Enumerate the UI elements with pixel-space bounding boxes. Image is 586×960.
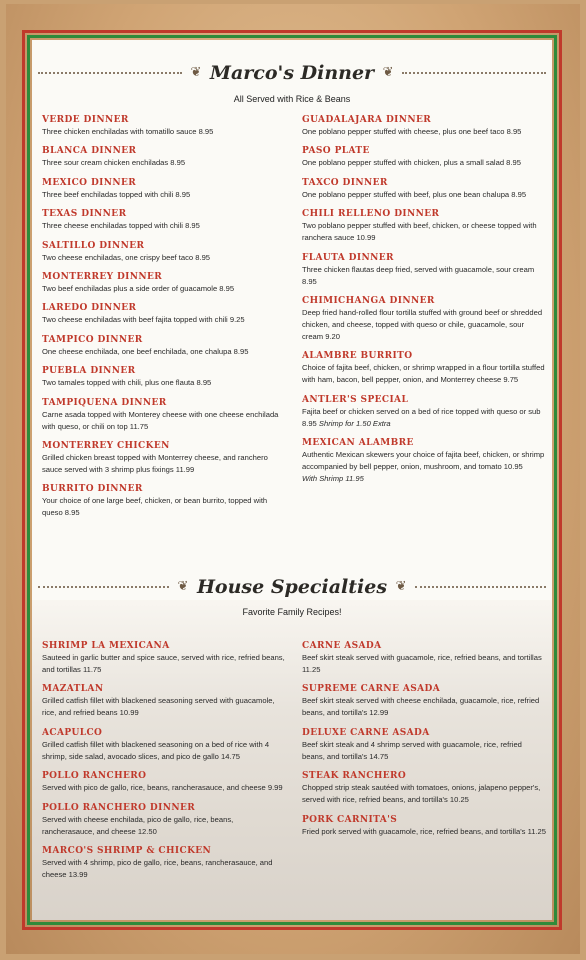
dinner-right-column — [302, 114, 546, 493]
menu-item-name: SUPREME CARNE ASADA — [302, 684, 441, 695]
menu-item-description — [42, 495, 286, 519]
menu-item — [42, 640, 286, 676]
menu-item-description — [42, 409, 286, 433]
menu-panel — [32, 40, 552, 920]
menu-item-description-text: Chopped strip steak sautéed with tomatoes, onions, jalapeno pepper's, served with rice, refried beans, and tortilla's 10.25 — [302, 783, 541, 805]
menu-item-description — [302, 157, 546, 169]
menu-item-name: ANTLER'S SPECIAL — [302, 394, 409, 405]
menu-item-description-text: Two cheese enchiladas, one crispy beef taco 8.95 — [42, 252, 211, 262]
menu-item — [42, 440, 286, 476]
fleur-flourish-icon: ❦ — [395, 579, 407, 594]
menu-item — [302, 814, 546, 838]
menu-item — [42, 271, 286, 295]
menu-item-description — [302, 449, 546, 473]
menu-item-description — [302, 739, 546, 763]
menu-item-description — [42, 652, 286, 676]
menu-item — [42, 240, 286, 264]
menu-item-description-text: One poblano pepper stuffed with chicken, plus a small salad 8.95 — [302, 158, 521, 168]
menu-item-description — [302, 826, 546, 838]
menu-item-name: POLLO RANCHERO DINNER — [42, 802, 196, 813]
menu-item — [302, 177, 546, 201]
dinner-left-column — [42, 114, 286, 527]
menu-item-name: STEAK RANCHERO — [302, 771, 407, 782]
menu-item-name: PASO PLATE — [302, 146, 370, 157]
menu-item-description — [42, 220, 286, 232]
menu-item-name: GUADALAJARA DINNER — [302, 115, 432, 125]
specialties-subtitle: Favorite Family Recipes! — [242, 607, 342, 617]
menu-item-description-text: Beef skirt steak served with guacamole, rice, refried beans, and tortillas 11.25 — [302, 653, 542, 674]
menu-item — [42, 802, 286, 838]
menu-item-description — [302, 264, 546, 288]
menu-item-description-text: One poblano pepper stuffed with cheese, plus one beef taco 8.95 — [302, 127, 522, 136]
menu-item-name: CHIMICHANGA DINNER — [302, 295, 435, 306]
menu-item-description-text: Two beef enchiladas plus a side order of guacamole 8.95 — [42, 283, 235, 293]
menu-item-description-text: Two cheese enchiladas with beef fajita topped with chili 9.25 — [42, 315, 245, 325]
menu-item-description-text: Fried pork served with guacamole, rice, refried beans, and tortilla's 11.25 — [302, 826, 547, 836]
menu-item-name: PUEBLA DINNER — [42, 366, 136, 377]
menu-item-description — [42, 739, 286, 763]
menu-item-description — [42, 252, 286, 264]
menu-item-description-text: Beef skirt steak and 4 shrimp served with guacamole, rice, refried beans, and tortilla's 14.75 — [302, 739, 522, 761]
menu-item — [42, 114, 286, 138]
menu-item — [302, 145, 546, 169]
menu-item-name: TAMPIQUENA DINNER — [42, 397, 167, 408]
menu-item-description-text: Two tamales topped with chili, plus one flauta 8.95 — [42, 378, 212, 388]
menu-item — [42, 365, 286, 389]
menu-item-name: TAXCO DINNER — [302, 177, 388, 188]
menu-item-description — [302, 307, 546, 343]
menu-item-description — [302, 220, 546, 244]
menu-item-description — [42, 782, 286, 794]
menu-item — [302, 727, 546, 763]
menu-item-description — [42, 814, 286, 838]
menu-item-name: ACAPULCO — [42, 727, 103, 738]
fleur-flourish-icon: ❦ — [382, 65, 394, 80]
menu-item-name: MAZATLAN — [42, 684, 104, 695]
menu-item-description — [42, 377, 286, 389]
menu-item-description-text: Grilled catfish fillet with blackened seasoning on a bed of rice with 4 shrimp, side salad, avocado slices, and pico de gallo 14.75 — [42, 739, 270, 761]
specialties-title: House Specialties — [196, 576, 388, 598]
menu-item — [42, 683, 286, 719]
menu-item-description-text: One cheese enchilada, one beef enchilada, one chalupa 8.95 — [42, 346, 249, 356]
menu-item — [302, 394, 546, 430]
menu-item-description-text: Two poblano pepper stuffed with beef, chicken, or cheese topped with ranchera sauce 10.99 — [302, 221, 537, 243]
menu-item-description — [302, 362, 546, 386]
menu-item — [42, 334, 286, 358]
menu-item-description-text: Three chicken flautas deep fried, served with guacamole, sour cream 8.95 — [302, 264, 535, 286]
menu-item-description — [42, 857, 286, 881]
menu-item-name: DELUXE CARNE ASADA — [302, 727, 430, 738]
menu-item-description-text: Choice of fajita beef, chicken, or shrimp wrapped in a flour tortilla stuffed with ham, bacon, bell pepper, onion, and Monterrey cheese 9.75 — [302, 363, 545, 385]
menu-item-name: BLANCA DINNER — [42, 146, 137, 157]
menu-item-name: VERDE DINNER — [42, 115, 129, 125]
menu-item-name: CARNE ASADA — [302, 641, 382, 651]
menu-item — [42, 208, 286, 232]
menu-item — [42, 397, 286, 433]
menu-item-name: SALTILLO DINNER — [42, 240, 145, 251]
dinner-title-row — [32, 60, 552, 86]
fleur-flourish-icon: ❦ — [190, 65, 202, 80]
dotted-rule — [38, 586, 169, 588]
menu-item-description-text: Three chicken enchiladas with tomatillo sauce 8.95 — [42, 127, 214, 136]
menu-item-description-text: Served with 4 shrimp, pico de gallo, rice, beans, rancherasauce, and cheese 13.99 — [42, 857, 273, 879]
menu-item — [42, 145, 286, 169]
menu-item-description-text: Three beef enchiladas topped with chili 8.95 — [42, 189, 191, 199]
menu-item-name: FLAUTA DINNER — [302, 252, 394, 263]
menu-item — [302, 770, 546, 806]
menu-item — [42, 727, 286, 763]
menu-item-description-text: Fajita beef or chicken served on a bed of rice topped with queso or sub 8.95 — [302, 406, 541, 428]
menu-item-description-text: Your choice of one large beef, chicken, or bean burrito, topped with queso 8.95 — [42, 496, 268, 518]
menu-item-description-text: One poblano pepper stuffed with beef, plus one bean chalupa 8.95 — [302, 189, 527, 199]
menu-item-name: MARCO'S SHRIMP & CHICKEN — [42, 845, 212, 856]
menu-item-name: CHILI RELLENO DINNER — [302, 209, 440, 220]
menu-item-name: MONTERREY CHICKEN — [42, 440, 170, 451]
menu-item-description — [42, 695, 286, 719]
menu-item — [302, 683, 546, 719]
menu-item-description — [302, 126, 546, 138]
specialties-left-column — [42, 640, 286, 888]
menu-item-description-text: Three cheese enchiladas topped with chili 8.95 — [42, 221, 200, 231]
dinner-title: Marco's Dinner — [209, 62, 375, 84]
menu-item-description-text: Three sour cream chicken enchiladas 8.95 — [42, 158, 186, 168]
menu-item-description — [42, 189, 286, 201]
menu-item-name: ALAMBRE BURRITO — [302, 351, 413, 362]
menu-item — [42, 845, 286, 881]
menu-item-description — [302, 652, 546, 676]
menu-item-description-text: Sauteed in garlic butter and spice sauce, served with rice, refried beans, and tortillas 11.75 — [42, 653, 285, 674]
menu-item-description — [42, 314, 286, 326]
menu-item-description-text: Beef skirt steak served with cheese enchilada, guacamole, rice, refried beans, and tortilla's 12.99 — [302, 696, 540, 718]
menu-item-name: MONTERREY DINNER — [42, 271, 163, 282]
menu-item-description-text: Served with cheese enchilada, pico de gallo, rice, beans, rancherasauce, and cheese 12.50 — [42, 814, 234, 836]
menu-item — [302, 640, 546, 676]
menu-item-description — [302, 695, 546, 719]
menu-item-description — [42, 346, 286, 358]
menu-item-description-text: Grilled chicken breast topped with Monterrey cheese, and ranchero sauce served with 3 shrimp plus fixings 11.99 — [42, 452, 268, 474]
menu-item — [302, 252, 546, 288]
menu-item — [302, 295, 546, 343]
dinner-subtitle: All Served with Rice & Beans — [233, 94, 351, 104]
menu-item-description-text: Grilled catfish fillet with blackened seasoning served with guacamole, rice, and refried beans 10.99 — [42, 696, 275, 718]
menu-item — [42, 302, 286, 326]
menu-item — [302, 208, 546, 244]
menu-item-description-text: Deep fried hand-rolled flour tortilla stuffed with ground beef or shredded chicken, and cheese, topped with queso or chile, guacamole, sour cream 9.20 — [302, 307, 543, 341]
menu-item-name: TAMPICO DINNER — [42, 334, 143, 345]
menu-item-name: LAREDO DINNER — [42, 303, 137, 314]
menu-item-description — [42, 283, 286, 295]
menu-item-description — [42, 452, 286, 476]
menu-item-description — [302, 406, 546, 430]
menu-item-description-text: Authentic Mexican skewers your choice of fajita beef, chicken, or shrimp accompanied by bell pepper, onion, mushroom, and tomato 10.95 — [302, 450, 545, 472]
menu-item-name: TEXAS DINNER — [42, 209, 127, 220]
menu-item-extra-line: With Shrimp 11.95 — [302, 474, 364, 484]
menu-item — [42, 177, 286, 201]
dotted-rule — [415, 586, 546, 588]
menu-item-name: SHRIMP LA MEXICANA — [42, 641, 170, 651]
specialties-title-row — [32, 574, 552, 600]
menu-item-name: BURRITO DINNER — [42, 484, 143, 495]
menu-item-name: MEXICAN ALAMBRE — [302, 438, 414, 449]
menu-item-description — [42, 157, 286, 169]
menu-item-extra: Shrimp for 1.50 Extra — [318, 418, 391, 428]
menu-item-name: PORK CARNITA'S — [302, 814, 398, 825]
specialties-right-column — [302, 640, 546, 845]
menu-item-description-text: Carne asada topped with Monterey cheese with one cheese enchilada with queso, or chili on top 11.75 — [42, 409, 279, 431]
menu-item-description — [302, 782, 546, 806]
menu-item-name: MEXICO DINNER — [42, 177, 137, 188]
menu-item-name: POLLO RANCHERO — [42, 771, 147, 782]
menu-item — [302, 437, 546, 485]
menu-item — [302, 114, 546, 138]
menu-item — [42, 483, 286, 519]
menu-item-description — [42, 126, 286, 138]
dotted-rule — [38, 72, 182, 74]
fleur-flourish-icon: ❦ — [177, 579, 189, 594]
menu-item — [302, 350, 546, 386]
menu-item-description-text: Served with pico de gallo, rice, beans, rancherasauce, and cheese 9.99 — [42, 783, 283, 793]
dotted-rule — [402, 72, 546, 74]
menu-item — [42, 770, 286, 794]
menu-item-description — [302, 189, 546, 201]
